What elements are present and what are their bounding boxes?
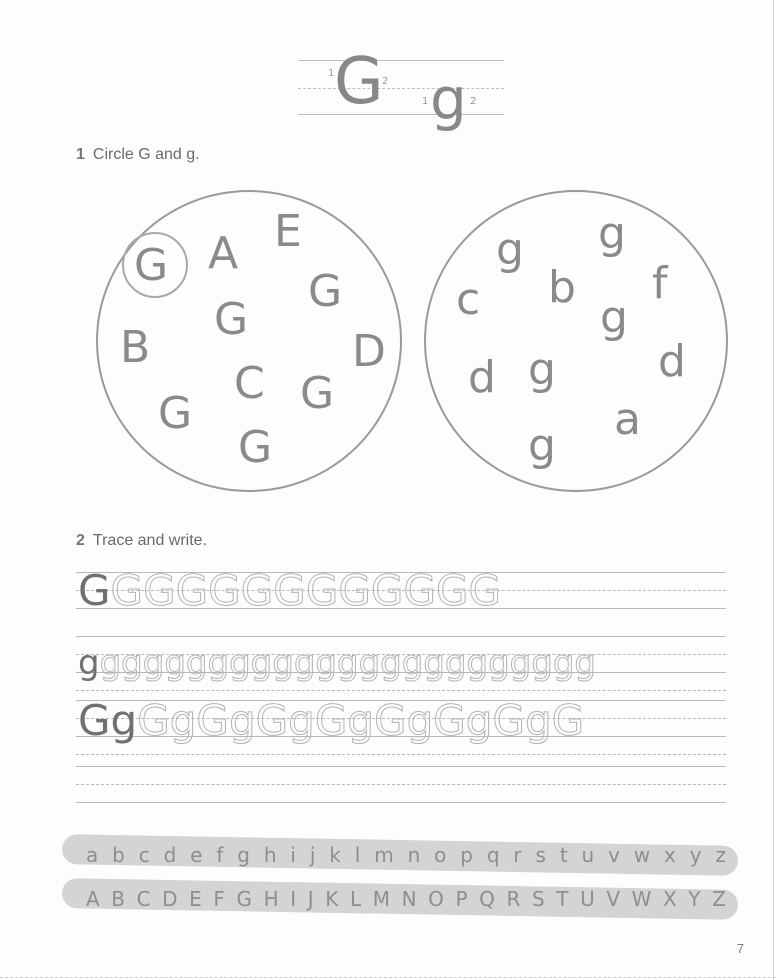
alphabet-letter: p bbox=[460, 843, 473, 867]
row-glyphs bbox=[78, 640, 596, 686]
alphabet-letter: j bbox=[309, 843, 316, 867]
alphabet-letter: K bbox=[325, 887, 339, 911]
blank-writing-row[interactable] bbox=[76, 766, 726, 812]
letter[interactable]: G bbox=[158, 388, 193, 439]
letter[interactable]: G bbox=[300, 368, 335, 419]
exercise-instruction: Trace and write. bbox=[92, 532, 208, 549]
trace-letters: ggggggggggggggggggggggg bbox=[99, 643, 596, 683]
alphabet-letter: s bbox=[535, 843, 546, 867]
letter[interactable]: E bbox=[274, 206, 302, 257]
letter[interactable]: A bbox=[208, 228, 239, 279]
alphabet-letter: t bbox=[559, 843, 568, 867]
alphabet-letter: X bbox=[662, 887, 677, 911]
alphabet-letter: v bbox=[608, 843, 620, 867]
guide-line-base bbox=[298, 114, 504, 115]
alphabet-letter: i bbox=[290, 843, 296, 867]
alphabet-letter: E bbox=[189, 887, 202, 911]
model-letter: Gg bbox=[78, 696, 138, 745]
exercise-2-title bbox=[76, 532, 207, 550]
letter[interactable]: G bbox=[238, 422, 273, 473]
alphabet-letter: L bbox=[349, 887, 362, 911]
letter[interactable]: g bbox=[496, 224, 524, 275]
trace-row-uppercase[interactable] bbox=[76, 566, 726, 618]
guide-line-top bbox=[298, 60, 504, 61]
alphabet-letter: y bbox=[689, 843, 702, 867]
alphabet-letter: D bbox=[162, 887, 178, 911]
alphabet-letter: a bbox=[86, 843, 99, 867]
letter[interactable]: d bbox=[468, 352, 496, 403]
model-letter: G bbox=[78, 566, 111, 615]
letter[interactable]: g bbox=[528, 420, 556, 471]
alphabet-letter: h bbox=[263, 843, 277, 867]
alphabet-letter: I bbox=[290, 887, 297, 911]
alphabet-letter: x bbox=[664, 843, 676, 867]
guide-line-mid bbox=[298, 88, 504, 89]
alphabet-letter: f bbox=[216, 843, 224, 867]
letter[interactable]: B bbox=[120, 322, 151, 373]
alphabet-letter: l bbox=[354, 843, 361, 867]
letter[interactable]: g bbox=[598, 208, 626, 259]
letter[interactable]: G bbox=[308, 266, 343, 317]
row-glyphs bbox=[78, 568, 501, 614]
alphabet-letter: W bbox=[631, 887, 652, 911]
model-letter: g bbox=[78, 643, 100, 683]
alphabet-letter: Y bbox=[688, 887, 701, 911]
letter[interactable]: d bbox=[658, 336, 686, 387]
letter[interactable]: c bbox=[456, 274, 481, 325]
page-number: 7 bbox=[736, 941, 744, 956]
page-bottom-edge bbox=[0, 977, 776, 978]
alphabet-letter: m bbox=[374, 843, 394, 867]
alphabet-letter: g bbox=[237, 843, 250, 867]
letter[interactable]: b bbox=[548, 262, 576, 313]
exercise-1-title bbox=[76, 146, 200, 164]
exercise-number: 2 bbox=[76, 532, 85, 549]
stroke-number: 2 bbox=[470, 96, 477, 107]
exercise-instruction: Circle G and g. bbox=[92, 146, 200, 163]
letter[interactable]: G bbox=[214, 294, 249, 345]
alphabet-letter: C bbox=[136, 887, 151, 911]
alphabet-letter: r bbox=[513, 843, 522, 867]
alphabet-letter: Z bbox=[712, 887, 726, 911]
stroke-number: 2 bbox=[382, 76, 389, 87]
alphabet-letter: U bbox=[580, 887, 595, 911]
exercise-number: 1 bbox=[76, 146, 85, 163]
alphabet-letter: M bbox=[372, 887, 390, 911]
alphabet-letter: A bbox=[86, 887, 100, 911]
lowercase-alphabet bbox=[86, 843, 726, 867]
stroke-number: 1 bbox=[422, 96, 429, 107]
alphabet-letter: b bbox=[112, 843, 125, 867]
alphabet-letter: n bbox=[407, 843, 421, 867]
alphabet-letter: R bbox=[506, 887, 521, 911]
trace-letters: GgGgGgGgGgGgGgG bbox=[137, 696, 585, 745]
alphabet-letter: N bbox=[401, 887, 417, 911]
alphabet-letter: Q bbox=[479, 887, 495, 911]
alphabet-letter: V bbox=[606, 887, 621, 911]
alphabet-letter: H bbox=[263, 887, 279, 911]
alphabet-letter: k bbox=[329, 843, 341, 867]
alphabet-letter: u bbox=[581, 843, 595, 867]
letter[interactable]: D bbox=[352, 326, 386, 377]
alphabet-letter: P bbox=[455, 887, 468, 911]
trace-row-lowercase[interactable] bbox=[76, 636, 726, 682]
letter[interactable]: g bbox=[528, 344, 556, 395]
row-glyphs bbox=[78, 698, 584, 744]
alphabet-letter: O bbox=[428, 887, 444, 911]
letter[interactable]: G bbox=[134, 240, 169, 291]
alphabet-letter: e bbox=[190, 843, 203, 867]
alphabet-letter: S bbox=[531, 887, 545, 911]
alphabet-letter: w bbox=[633, 843, 651, 867]
stroke-number: 1 bbox=[328, 68, 335, 79]
model-lowercase-g: g bbox=[430, 65, 467, 133]
alphabet-letter: F bbox=[213, 887, 225, 911]
uppercase-alphabet bbox=[86, 887, 726, 911]
alphabet-letter: G bbox=[236, 887, 253, 911]
trace-letters: GGGGGGGGGGGG bbox=[110, 566, 502, 615]
alphabet-letter: d bbox=[163, 843, 177, 867]
page-right-edge bbox=[773, 0, 774, 980]
alphabet-letter: B bbox=[111, 887, 126, 911]
model-uppercase-g: G bbox=[334, 45, 384, 119]
alphabet-letter: z bbox=[715, 843, 726, 867]
alphabet-letter: q bbox=[486, 843, 500, 867]
alphabet-letter: c bbox=[138, 843, 150, 867]
letter[interactable]: f bbox=[652, 258, 668, 309]
alphabet-letter: J bbox=[307, 887, 314, 911]
letter[interactable]: g bbox=[600, 292, 628, 343]
trace-row-pair[interactable] bbox=[76, 696, 726, 746]
letter[interactable]: a bbox=[614, 394, 641, 445]
alphabet-letter: o bbox=[434, 843, 447, 867]
alphabet-letter: T bbox=[556, 887, 569, 911]
letter[interactable]: C bbox=[234, 358, 265, 409]
letter-model-header bbox=[298, 45, 504, 138]
